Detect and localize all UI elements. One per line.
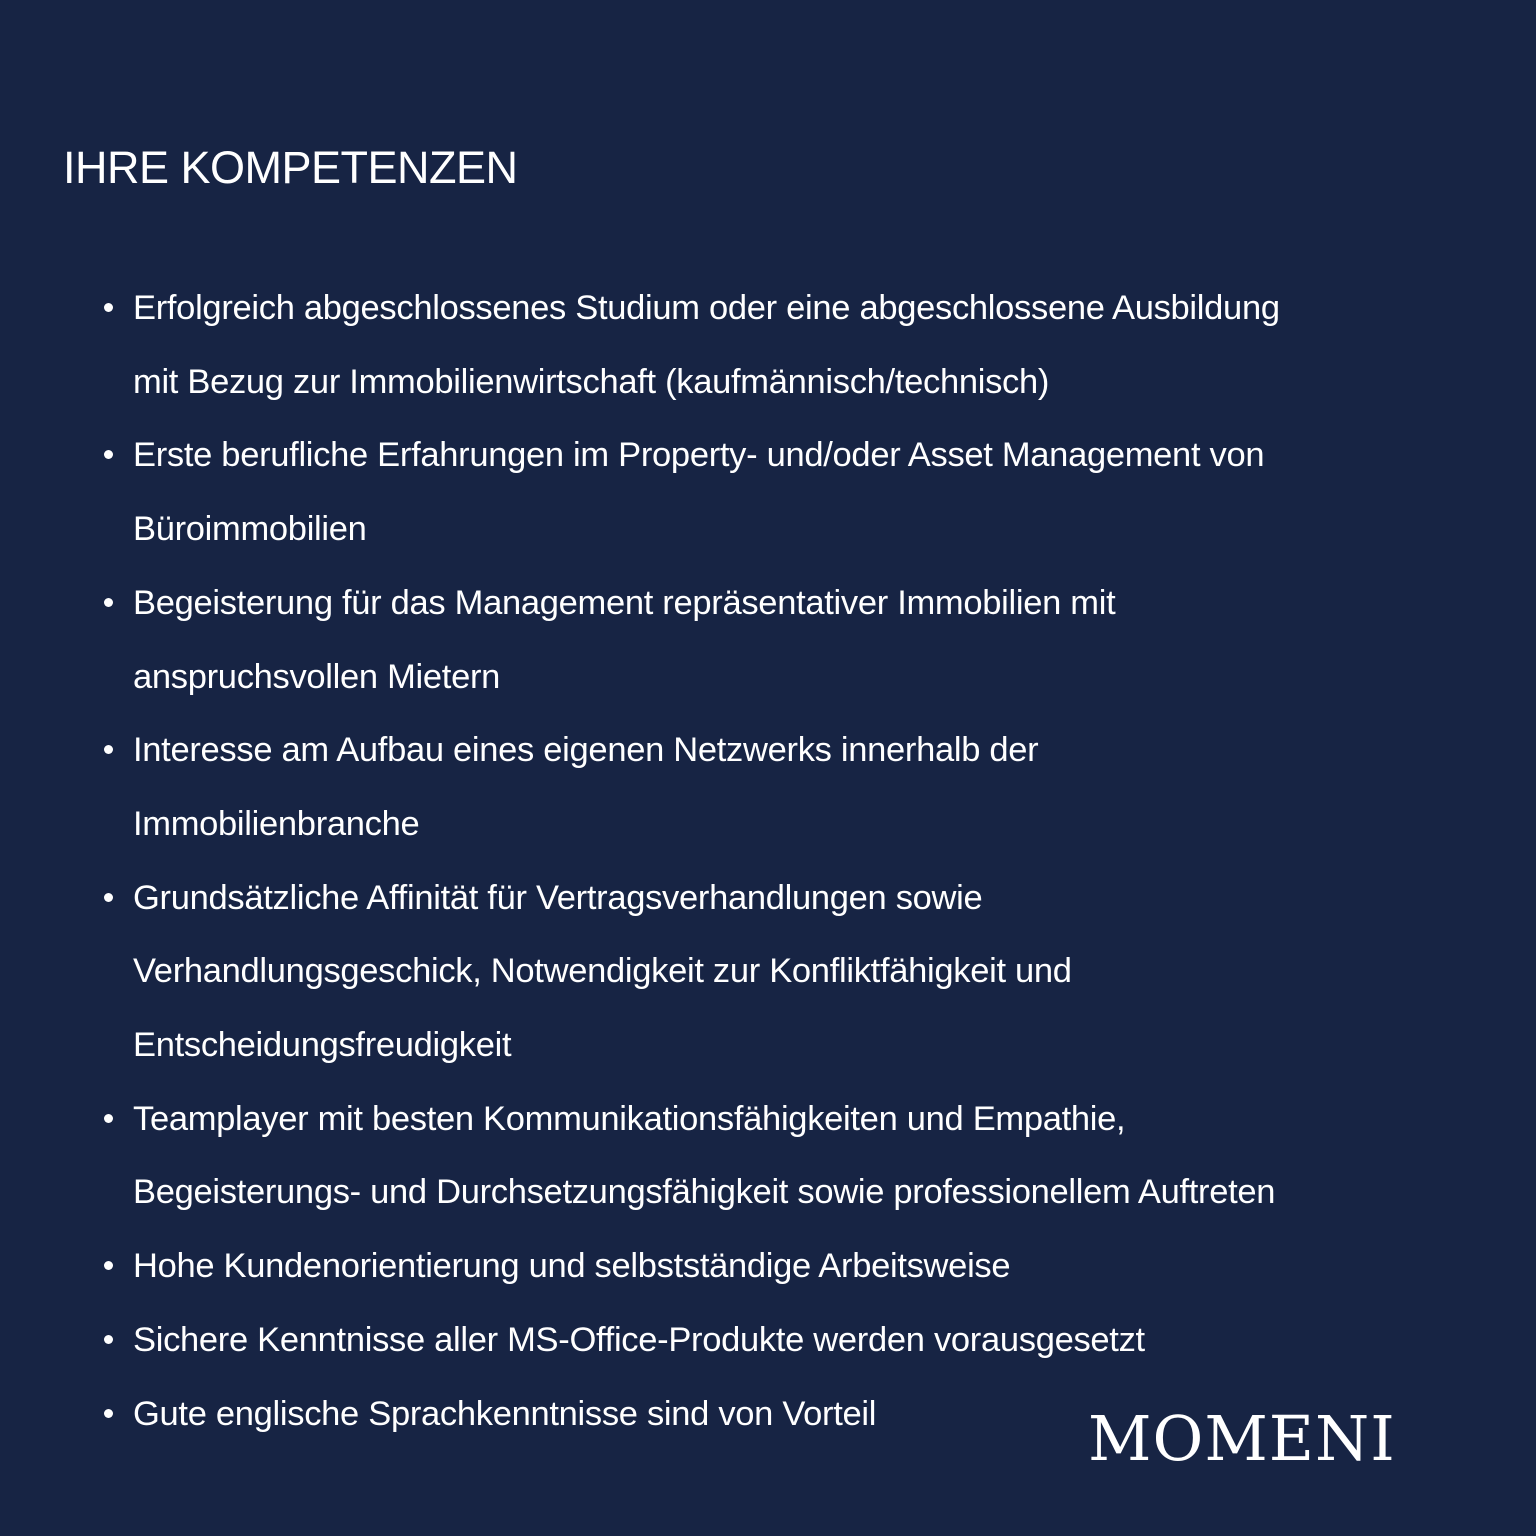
list-item [100,862,1500,1083]
bullet-icon [104,893,113,902]
list-item-line: mit Bezug zur Immobilienwirtschaft (kaufmännisch/technisch) [133,362,1050,401]
list-item-line: Verhandlungsgeschick, Notwendigkeit zur Konfliktfähigkeit und [133,952,1072,991]
list-item-line: Hohe Kundenorientierung und selbstständige Arbeitsweise [133,1247,1011,1286]
list-item [100,567,1500,714]
list-item-line: Erste berufliche Erfahrungen im Property- und/oder Asset Management von [133,436,1265,475]
list-item [100,1083,1500,1230]
list-item [100,272,1500,419]
bullet-icon [104,1261,113,1270]
list-item [100,419,1500,566]
bullet-icon [104,745,113,754]
list-item-line: Grundsätzliche Affinität für Vertragsverhandlungen sowie [133,878,983,917]
list-item-line: Erfolgreich abgeschlossenes Studium oder eine abgeschlossene Ausbildung [133,289,1280,327]
bullet-icon [104,450,113,459]
list-item-line: anspruchsvollen Mietern [133,657,501,696]
bullet-icon [104,1335,113,1344]
bullet-icon [104,1409,113,1418]
bullet-icon [104,598,113,607]
list-item-line: Begeisterungs- und Durchsetzungsfähigkeit sowie professionellem Auftreten [133,1173,1276,1212]
list-item [100,1304,1500,1378]
list-item-line: Interesse am Aufbau eines eigenen Netzwerks innerhalb der [133,731,1039,770]
bullet-icon [104,1114,113,1123]
list-item-line: Entscheidungsfreudigkeit [133,1026,512,1065]
page-title: IHRE KOMPETENZEN [63,142,518,193]
list-item-line: Sichere Kenntnisse aller MS-Office-Produkte werden vorausgesetzt [133,1320,1145,1359]
list-item-line: Teamplayer mit besten Kommunikationsfähigkeiten und Empathie, [133,1099,1126,1138]
list-item-line: Begeisterung für das Management repräsentativer Immobilien mit [133,583,1116,622]
competency-list [100,272,1500,1451]
list-item-line: Gute englische Sprachkenntnisse sind von Vorteil [133,1394,877,1433]
list-item [100,714,1500,861]
list-item [100,1230,1500,1304]
list-item-line: Büroimmobilien [133,510,367,549]
bullet-icon [104,303,113,312]
list-item-line: Immobilienbranche [133,804,420,843]
brand-logo: MOMENI [1088,1402,1396,1475]
